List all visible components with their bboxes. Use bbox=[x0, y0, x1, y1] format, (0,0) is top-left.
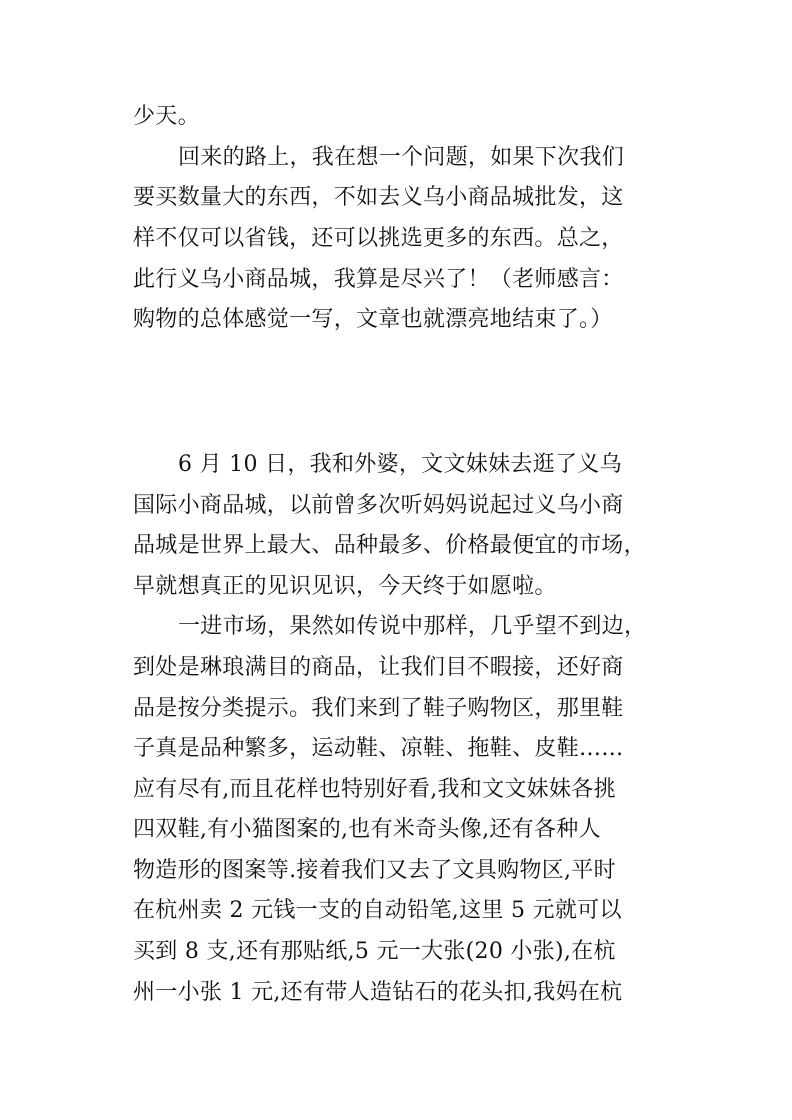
text-line: 买到 8 支,还有那贴纸,5 元一大张(20 小张),在杭 bbox=[133, 939, 616, 964]
text-line: 品城是世界上最大、品种最多、价格最便宜的市场， bbox=[133, 533, 646, 558]
text-line: 样不仅可以省钱，还可以挑选更多的东西。总之， bbox=[133, 226, 624, 251]
text-line: 早就想真正的见识见识，今天终于如愿啦。 bbox=[133, 574, 557, 599]
text-line: 在杭州卖 2 元钱一支的自动铅笔,这里 5 元就可以 bbox=[133, 898, 622, 923]
text-line: 四双鞋,有小猫图案的,也有米奇头像,还有各种人 bbox=[133, 817, 601, 842]
text-line: 少天。 bbox=[133, 104, 200, 129]
text-line: 子真是品种繁多，运动鞋、凉鞋、拖鞋、皮鞋…… bbox=[133, 736, 624, 761]
text-line: 物造形的图案等.接着我们又去了文具购物区,平时 bbox=[133, 858, 616, 883]
text-line: 品是按分类提示。我们来到了鞋子购物区，那里鞋 bbox=[133, 696, 624, 721]
text-line: 购物的总体感觉一写，文章也就漂亮地结束了。） bbox=[133, 307, 613, 332]
text-line: 要买数量大的东西，不如去义乌小商品城批发，这 bbox=[133, 185, 624, 210]
text-line: 到处是琳琅满目的商品，让我们目不暇接，还好商 bbox=[133, 655, 624, 680]
text-line: 此行义乌小商品城，我算是尽兴了！（老师感言： bbox=[133, 267, 624, 292]
text-line: 州一小张 1 元,还有带人造钻石的花头扣,我妈在杭 bbox=[133, 980, 623, 1005]
text-line: 6 月 10 日，我和外婆，文文妹妹去逛了义乌 bbox=[178, 452, 622, 477]
text-line: 应有尽有,而且花样也特别好看,我和文文妹妹各挑 bbox=[133, 777, 616, 802]
text-line: 回来的路上，我在想一个问题，如果下次我们 bbox=[178, 145, 625, 170]
text-line: 一进市场，果然如传说中那样，几乎望不到边， bbox=[178, 614, 647, 639]
text-line: 国际小商品城，以前曾多次听妈妈说起过义乌小商 bbox=[133, 493, 624, 518]
